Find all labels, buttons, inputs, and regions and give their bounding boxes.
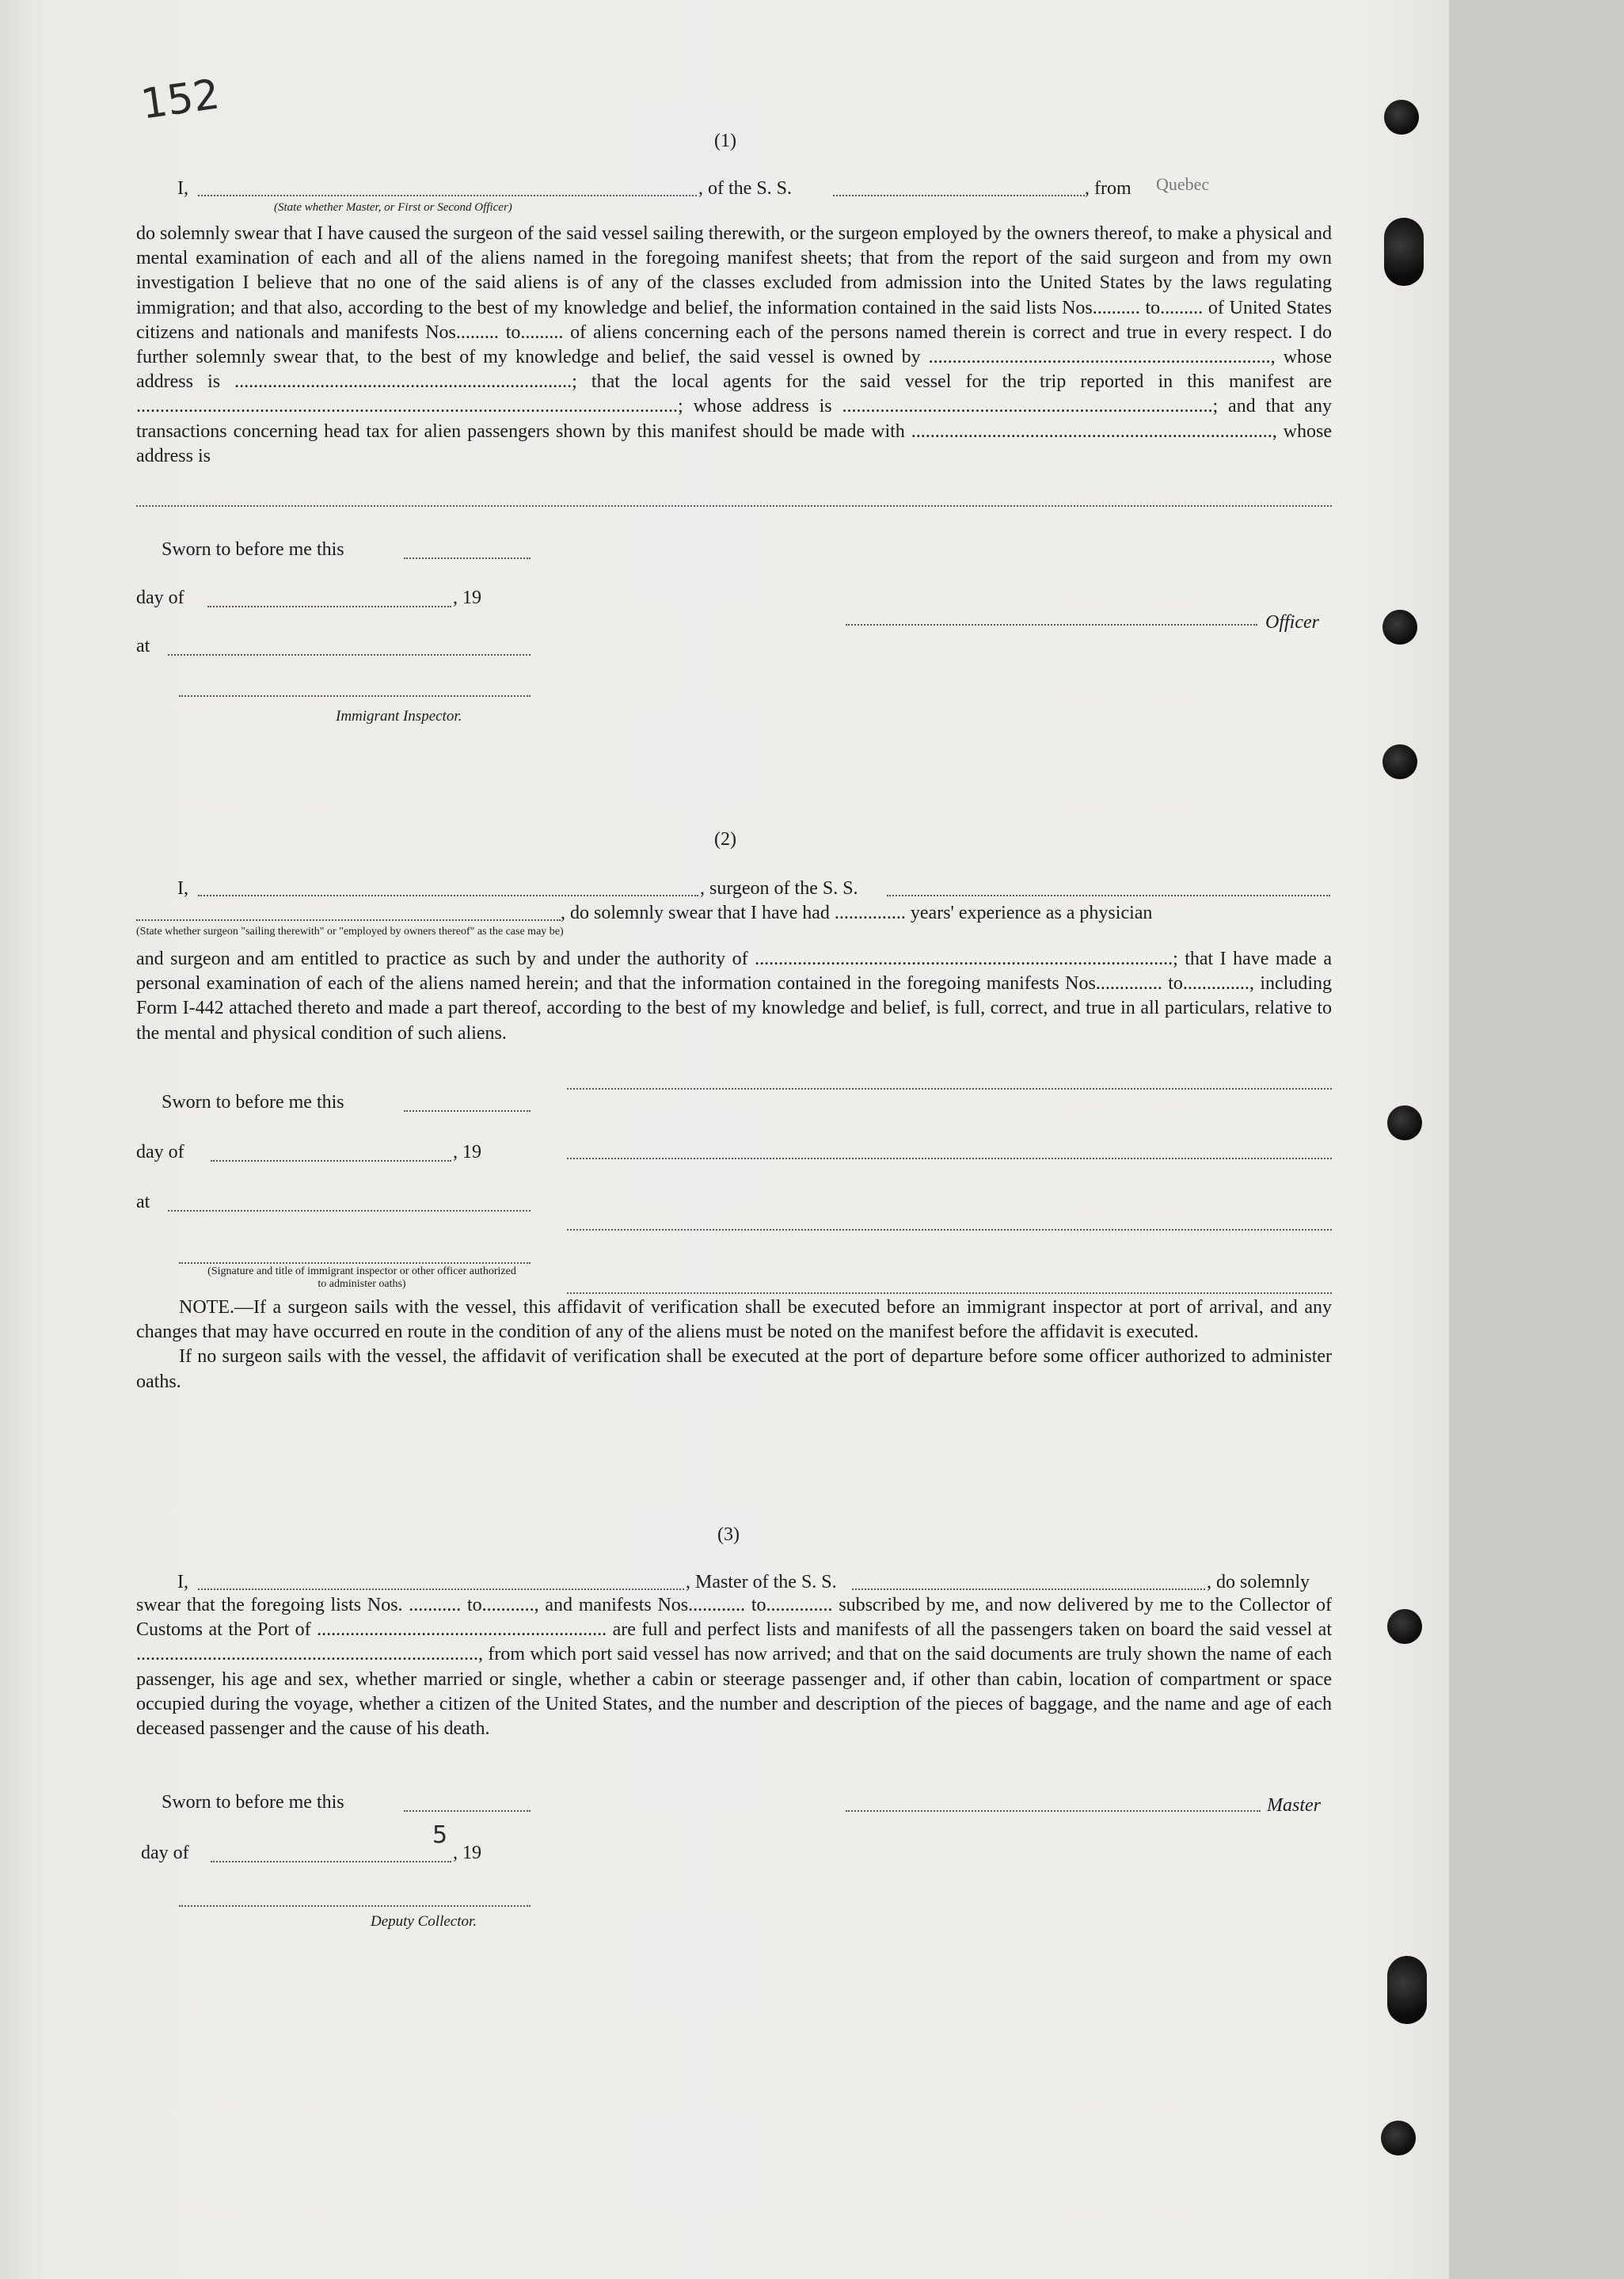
section2-signature-note: (Signature and title of immigrant inspector or other officer authorized to administer oaths) [207, 1265, 516, 1290]
section1-day-of: day of [136, 588, 184, 608]
section1-vessel-line [833, 181, 1085, 196]
note-text-2: If no surgeon sails with the vessel, the affidavit of verification shall be executed at the port of departure before some officer authorized to administer oaths. [136, 1346, 1332, 1392]
section2-surgeon-note: (State whether surgeon "sailing therewith" or "employed by owners thereof" as the case may be) [136, 926, 564, 938]
section3-body-text: swear that the foregoing lists Nos. ........... to..........., and manifests Nos............ to.............. subscribed by me, and now delivered by me to the Collector of Customs at the Port of ............................................................. are full and perfect lists and manifests of all the passengers taken on board the said vessel at ........................................................................, from which port said vessel has now arrived; and that on the said documents are truly shown the name of each passenger, his age and sex, whether married or single, whether a cabin or steerage passenger and, if other than cabin, location of compartment or space occupied during the voyage, whether a citizen of the United States, and the number and description of the pieces of baggage, and the name and age of each deceased passenger and the cause of his death. [136, 1595, 1332, 1740]
section3-collector-label: Deputy Collector. [371, 1913, 477, 1930]
section1-sworn-line [404, 543, 531, 559]
section1-officer-label: Officer [1265, 612, 1319, 633]
binder-hole [1384, 100, 1419, 135]
section2-body [136, 947, 1332, 1046]
section3-day-line [211, 1847, 451, 1862]
binder-hole [1382, 744, 1417, 779]
section2-status-line [136, 905, 561, 921]
section2-line2: , do solemnly swear that I have had ............... years' experience as a physician [561, 903, 1153, 923]
binder-hole [1387, 1956, 1427, 2024]
section2-body-text: and surgeon and am entitled to practice as such by and under the authority of ........................................................................................; that I have made a personal examination of each of the aliens named herein; and that the information contained in the foregoing manifests Nos.............. to.............., including Form I-442 attached thereto and made a part thereof, according to the best of my knowledge and belief, is full, correct, and true in all particulars, relative to the mental and physical condition of such aliens. [136, 949, 1332, 1044]
corner-mark: 152 [138, 70, 222, 129]
section3-vessel-line [852, 1574, 1205, 1590]
binder-hole [1382, 610, 1417, 645]
section3-master-line [198, 1574, 684, 1590]
section1-from: , from [1085, 178, 1131, 199]
note-paragraph-2 [136, 1345, 1332, 1394]
section1-officer-line [198, 181, 697, 196]
section2-i: I, [177, 878, 188, 899]
section1-i: I, [177, 178, 188, 199]
section1-of-ss: , of the S. S. [698, 178, 793, 199]
section3-day-of: day of [141, 1843, 189, 1863]
binder-hole [1387, 1609, 1422, 1644]
section2-vessel-line [887, 881, 1330, 896]
section2-sworn: Sworn to before me this [162, 1092, 344, 1113]
section3-sworn-mark: 5 [432, 1821, 448, 1849]
section1-officer-sign-line [846, 610, 1257, 626]
section2-sworn-line [404, 1096, 531, 1112]
section2-number: (2) [714, 829, 736, 850]
section2-surgeon-line [198, 881, 698, 896]
section3-number: (3) [717, 1524, 740, 1545]
section2-at: at [136, 1192, 150, 1212]
binder-hole [1387, 1105, 1422, 1140]
section1-sworn: Sworn to before me this [162, 539, 344, 560]
section1-inspector-label: Immigrant Inspector. [336, 708, 462, 725]
binder-hole [1384, 218, 1424, 286]
section3-collector-line [179, 1891, 531, 1907]
section1-from-value: Quebec [1156, 174, 1210, 194]
section2-day-of: day of [136, 1142, 184, 1162]
section1-rule [136, 505, 1332, 507]
section3-master-label: Master [1267, 1795, 1321, 1816]
section3-master-of-ss: , Master of the S. S. [686, 1572, 837, 1592]
note-block [136, 1295, 1332, 1394]
section2-rule-2 [567, 1158, 1332, 1159]
section2-rule-4 [567, 1292, 1332, 1294]
section2-rule-3 [567, 1229, 1332, 1231]
section1-at-line [168, 640, 531, 656]
section3-i: I, [177, 1572, 188, 1592]
section1-officer-note: (State whether Master, or First or Second Officer) [274, 201, 512, 214]
section1-number: (1) [714, 131, 736, 151]
section2-day-line [211, 1146, 451, 1162]
section2-year: , 19 [453, 1142, 481, 1162]
section1-body-text: do solemnly swear that I have caused the surgeon of the said vessel sailing therewith, or the surgeon employed by the owners thereof, to make a physical and mental examination of each and all of the aliens named in the foregoing manifest sheets; that from the report of the said surgeon and from my own investigation I believe that no one of the said aliens is of any of the classes excluded from admission into the United States by the laws regulating immigration; and that also, according to the best of my knowledge and belief, the information contained in the said lists Nos.......... to......... of United States citizens and nationals and manifests Nos......... to......... of aliens concerning each of the persons named therein is correct and true in every respect. I do further solemnly swear that, to the best of my knowledge and belief, the said vessel is owned by ........................................................................, whose address is .......................................................................; that the local agents for the said vessel for the trip reported in this manifest are ..................................................................................................................; whose address is ..............................................................................; and that any transactions concerning head tax for alien passengers shown by this manifest should be made with ............................................................................, whose address is [136, 223, 1332, 466]
section2-at-line [168, 1196, 531, 1212]
section1-inspector-line [179, 681, 531, 697]
section1-year: , 19 [453, 588, 481, 608]
section2-sign-line [179, 1248, 531, 1264]
section1-body [136, 222, 1332, 469]
section2-rule-1 [567, 1088, 1332, 1090]
note-text-1: —If a surgeon sails with the vessel, this affidavit of verification shall be executed before an immigrant inspector at port of arrival, and any changes that may have occurred en route in the condition of any of the aliens must be noted on the manifest before the affidavit is executed. [136, 1297, 1332, 1343]
section3-sworn: Sworn to before me this [162, 1792, 344, 1813]
section3-master-sign-line [846, 1796, 1261, 1812]
section2-surgeon-of-ss: , surgeon of the S. S. [700, 878, 858, 899]
section3-year: , 19 [453, 1843, 481, 1863]
section3-body [136, 1593, 1332, 1741]
section1-at: at [136, 636, 150, 656]
section3-sworn-line [404, 1796, 531, 1812]
binder-hole [1381, 2121, 1416, 2155]
note-label: NOTE. [179, 1297, 234, 1318]
note-paragraph-1 [136, 1295, 1332, 1345]
section3-solemnly: , do solemnly [1207, 1572, 1310, 1592]
section1-day-line [207, 592, 451, 607]
page-edge [1449, 0, 1624, 2279]
